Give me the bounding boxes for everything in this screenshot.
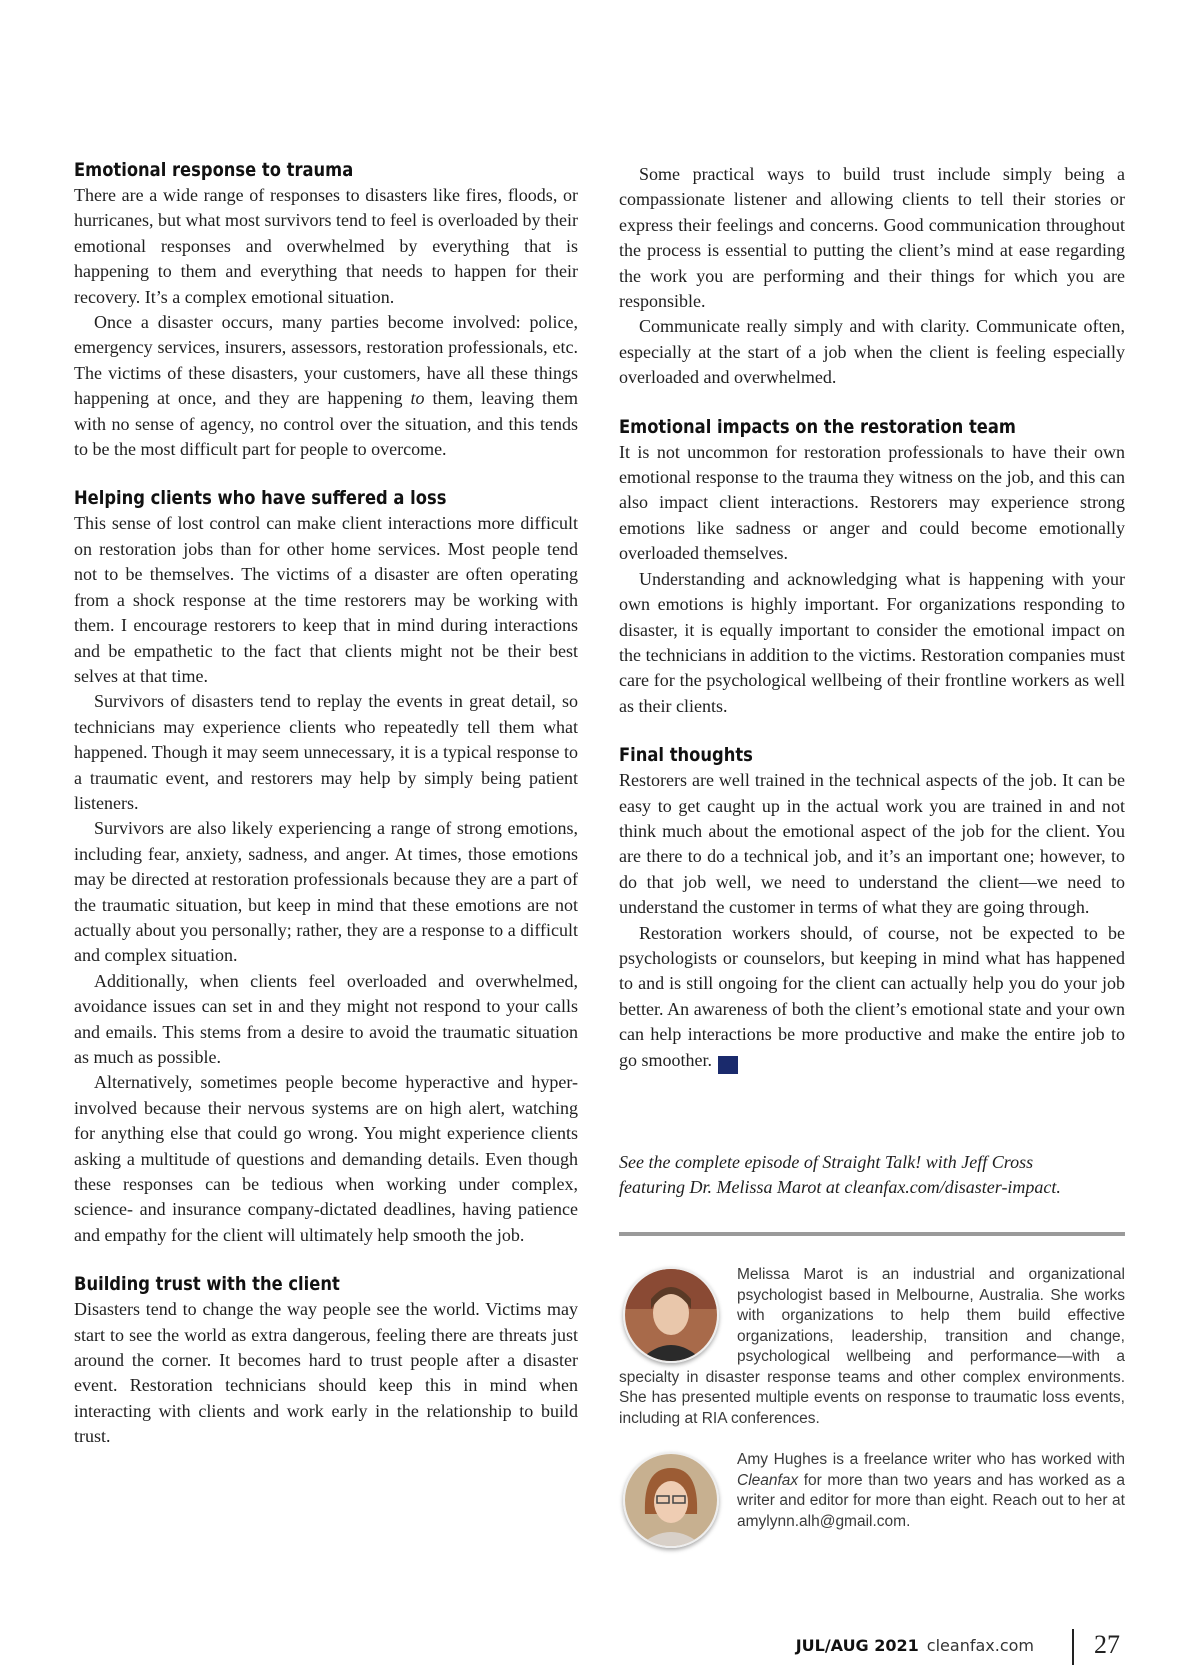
avatar (623, 1452, 719, 1548)
cleanfax-end-mark-icon: CF (718, 1056, 738, 1074)
paragraph: Once a disaster occurs, many parties become involved: police, emergency services, insurers, assessors, restoration professionals, etc. The victims of these disasters, your customers, have all these things happening at once, and they are happening to them, leaving them with no sense of agency, no control over the situation, and this tends to be the most difficult part for people to overcome. (74, 312, 578, 460)
paragraph: This sense of lost control can make client interactions more difficult on restoration jobs than for other home services. Most people tend not to be themselves. The victims of a disaster are often operating from a shock response at the time restorers may be working with them. I encourage restorers to keep that in mind during interactions and be empathetic to the fact that clients might not be their best selves at that time. (74, 513, 578, 686)
episode-note: See the complete episode of Straight Talk! with Jeff Cross featuring Dr. Melissa Marot at cleanfax.com/disaster-impact. (619, 1152, 1061, 1197)
paragraph: Disasters tend to change the way people see the world. Victims may start to see the world as extra dangerous, feeling there are threats just around the corner. It becomes hard to trust people after a disaster event. Restoration technicians should keep this in mind when interacting with clients and work early in the relationship to build trust. (74, 1299, 578, 1447)
author-bio-marot: Melissa Marot is an industrial and organizational psychologist based in Melbourne, Australia. She works with organizations to help them build effective organizations, leadership, transition and change, psychological wellbeing and performance—with a specialty in disaster response teams and other complex environments. She has presented multiple events on response to traumatic loss events, including at RIA conferences. (619, 1266, 1125, 1427)
paragraph: Survivors of disasters tend to replay the events in great detail, so technicians may experience clients who repeatedly tell them what happened. Though it may seem unnecessary, it is a typical response to a traumatic event, and restorers may help by simply being patient listeners. (74, 691, 578, 813)
issue-info: JUL/AUG 2021 cleanfax.com (795, 1636, 1034, 1655)
paragraph: Understanding and acknowledging what is happening with your own emotions is highly important. For organizations responding to disaster, it is equally important to consider the emotional impact on the technicians in addition to the victims. Restoration companies must care for the psychological wellbeing of their frontline workers as well as their clients. (619, 568, 1125, 716)
author-bio-hughes: Amy Hughes is a freelance writer who has worked with Cleanfax for more than two years and has worked as a writer and editor for more than eight. Reach out to her at amylynn.alh@gmail.com. (619, 1450, 1125, 1552)
heading-emotional-response: Emotional response to trauma (74, 159, 354, 181)
right-column (619, 162, 1125, 1074)
avatar (623, 1267, 719, 1363)
paragraph: Survivors are also likely experiencing a range of strong emotions, including fear, anxiety, sadness, and anger. At times, those emotions may be directed at restoration professionals because they are a part of the traumatic situation, but keep in mind that these emotions are not actually about you personally; rather, they are a response to a difficult and complex situation. (74, 818, 578, 966)
paragraph: Restoration workers should, of course, not be expected to be psychologists or counselors, but keeping in mind what has happened to and is still ongoing for the client can actually help you do your job better. An awareness of both the client’s emotional state and your own can help interactions be more productive and make the entire job to go smoother. CF (619, 921, 1125, 1074)
page-number: 27 (1094, 1630, 1120, 1659)
heading-final-thoughts: Final thoughts (619, 744, 753, 767)
heading-emotional-impacts: Emotional impacts on the restoration team (619, 415, 1016, 438)
paragraph: Communicate really simply and with clarity. Communicate often, especially at the start of a job when the client is feeling especially overloaded and overwhelmed. (619, 316, 1125, 388)
heading-building-trust: Building trust with the client (74, 1273, 340, 1296)
paragraph: Restorers are well trained in the technical aspects of the job. It can be easy to get caught up in the actual work you are trained in and not think much about the emotional aspect of the job for the client. You are there to do a technical job, and it’s an important one; however, to do that job well, we need to understand the client—we need to understand the customer in terms of what they are going through. (619, 770, 1125, 918)
paragraph: Additionally, when clients feel overloaded and overwhelmed, avoidance issues can set in and they might not respond to your calls and emails. This stems from a desire to avoid the traumatic situation as much as possible. (74, 970, 578, 1067)
left-column (74, 158, 578, 1450)
paragraph: It is not uncommon for restoration professionals to have their own emotional response to the trauma they witness on the job, and this can also impact client interactions. Restorers may experience strong emotions like sadness or anger and could become emotionally overloaded themselves. (619, 441, 1125, 564)
paragraph: Alternatively, sometimes people become hyperactive and hyper-involved because their nervous systems are on high alert, watching for anything else that could go wrong. You might experience clients asking a multitude of questions and demanding details. Even though these responses can be tedious when working under complex, science- and insurance company-dictated deadlines, having patience and empathy for the client will ultimately help smooth the job. (74, 1072, 578, 1245)
bio-divider (619, 1232, 1125, 1236)
paragraph: There are a wide range of responses to disasters like fires, floods, or hurricanes, but what most survivors tend to feel is overloaded by their emotional responses and overwhelmed by everything that is happening to them and everything that needs to happen for their recovery. It’s a complex emotional situation. (74, 185, 578, 307)
heading-helping-clients: Helping clients who have suffered a loss (74, 487, 447, 510)
page-footer (0, 1630, 1200, 1665)
paragraph: Some practical ways to build trust include simply being a compassionate listener and allowing clients to tell their stories or express their feelings and concerns. Good communication throughout the process is essential to putting the client’s mind at ease regarding the work you are performing and their things for which you are responsible. (619, 164, 1125, 312)
